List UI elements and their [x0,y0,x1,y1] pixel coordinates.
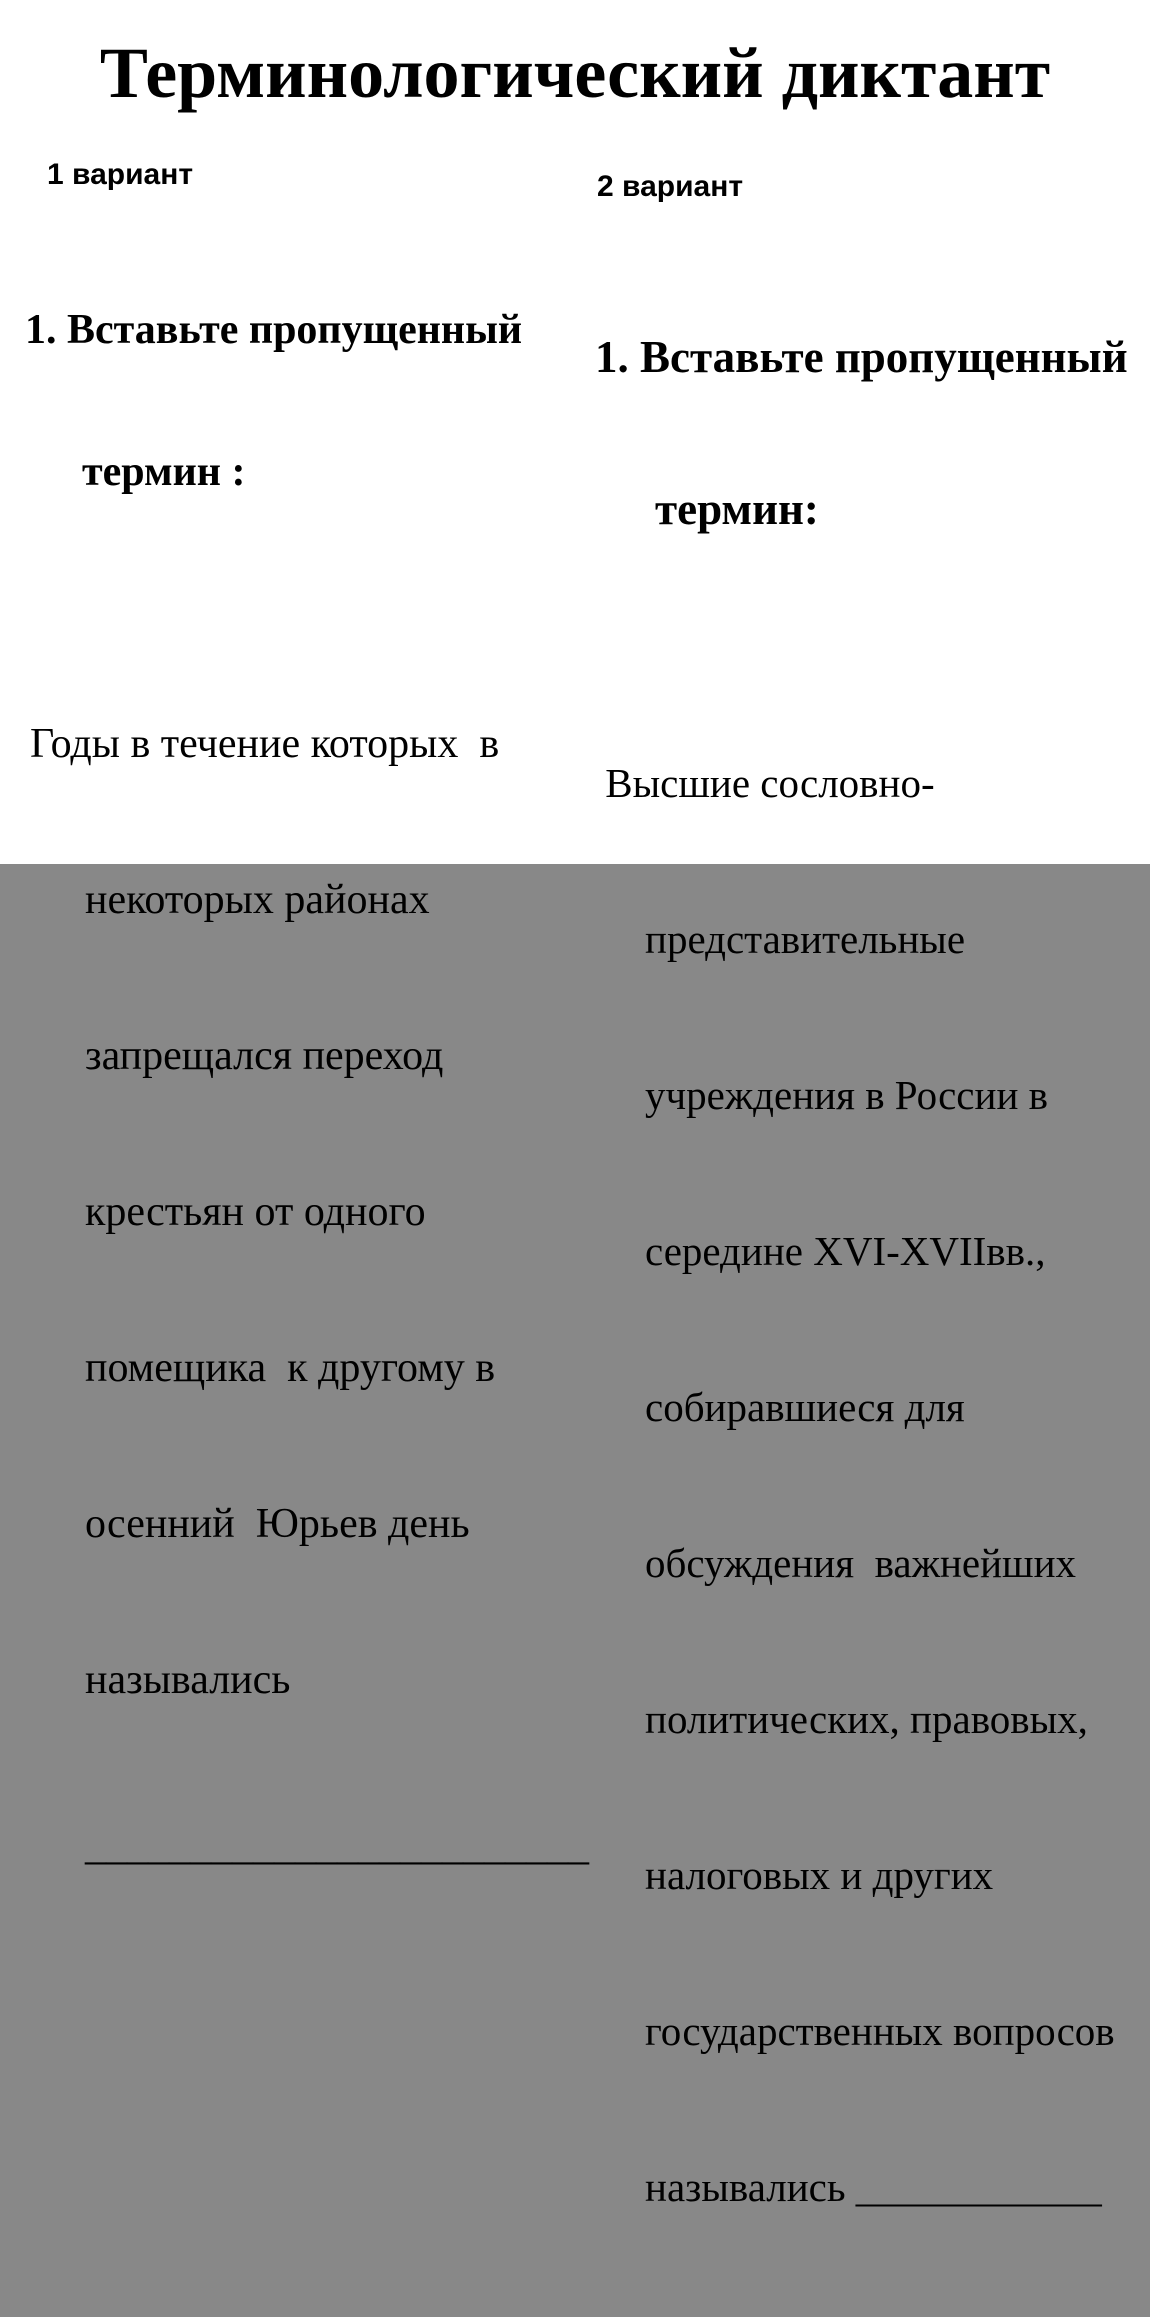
variant-1-question [25,212,590,592]
task-text-line: Годы в течение которых в [30,720,500,767]
task-text-line: некоторых районах [85,876,430,923]
variant-2-label: 2 вариант [597,170,744,203]
task-text-line: помещика к другому в [85,1344,496,1391]
variant-2-question-line-1: 1. Вставьте пропущенный [595,331,1128,382]
variant-2-question [595,230,1150,637]
variant-1-column [25,160,590,1976]
page-title: Терминологический диктант [99,33,1051,113]
variant-1-answer-blank: ________________________ [85,1822,589,1869]
task-text-line: налоговых и других [645,1851,994,1898]
task-text-line: обсуждения важнейших [645,1539,1077,1586]
task-text-line: собиравшиеся для [645,1383,965,1430]
task-text-line: учреждения в России в [645,1071,1048,1118]
task-text-line: осенний Юрьев день [85,1500,470,1547]
task-text-line: середине XVI-XVIIвв., [645,1227,1046,1274]
variant-2-answer-blank-line: назывались ____________ [645,2163,1102,2210]
task-text-line: назывались [85,1656,291,1703]
task-text-line: государственных вопросов [645,2007,1115,2054]
variant-1-question-line-1: 1. Вставьте пропущенный [25,306,523,353]
task-text-line: Высшие сословно- [595,759,935,806]
variant-2-column [595,172,1150,2317]
task-text-line: политических, правовых, [645,1695,1088,1742]
variant-2-task-text [595,653,1150,2317]
variant-2-question-line-2: термин: [655,484,819,535]
variant-1-question-line-2: термин : [82,449,246,496]
task-text-line: запрещался переход [85,1032,444,1079]
variant-1-label: 1 вариант [47,158,194,191]
task-text-line: крестьян от одного [85,1188,426,1235]
variant-1-task-text [30,614,590,1976]
task-text-line: представительные [645,915,966,962]
